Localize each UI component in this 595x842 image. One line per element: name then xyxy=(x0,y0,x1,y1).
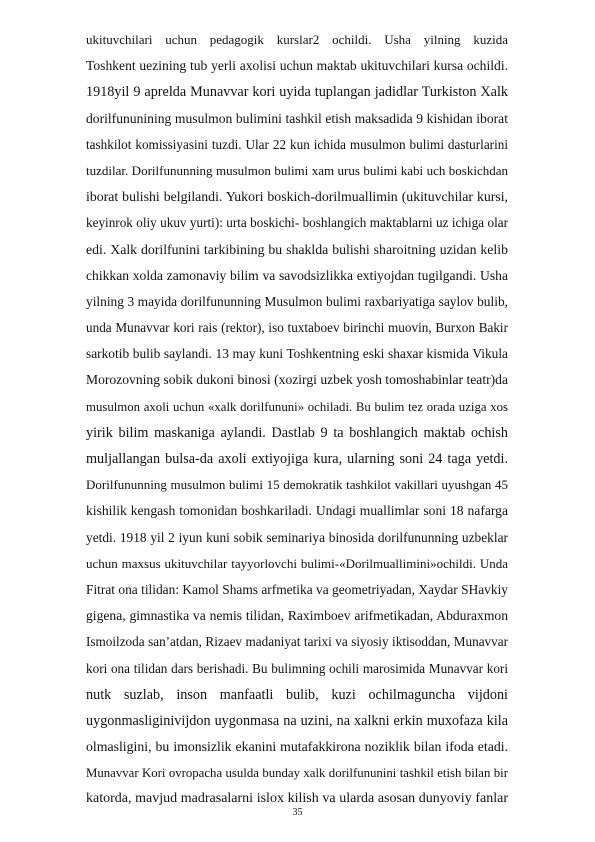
text-line: keyinrok oliy ukuv yurti): urta boskichi- boshlangich maktablarni uz ichiga olar xyxy=(86,215,508,231)
text-line: Fitrat ona tilidan: Kamol Shams arfmetika va geometriyadan, Xaydar SHavkiy xyxy=(86,581,508,597)
text-line: kishilik kengash tomonidan boshkariladi. Undagi muallimlar soni 18 nafarga xyxy=(86,503,508,519)
page-number: 35 xyxy=(292,807,303,818)
text-line: nutk suzlab, inson manfaatli bulib, kuzi ochilmaguncha vijdoni xyxy=(86,686,508,703)
text-line: iborat bulishi belgilandi. Yukori boskich-dorilmuallimin (ukituvchilar kursi, xyxy=(86,189,508,205)
text-line: katorda, mavjud madrasalarni islox kilish va ularda asosan dunyoviy fanlar xyxy=(86,791,508,807)
text-line: tashkilot komissiyasini tuzdi. Ular 22 kun ichida musulmon bulimi dasturlarini xyxy=(86,136,508,152)
text-line: gigena, gimnastika va nemis tilidan, Raximboev arifmetikadan, Abduraxmon xyxy=(86,608,508,624)
text-line: yetdi. 1918 yil 2 iyun kuni sobik seminariya binosida dorilfununning uzbeklar xyxy=(86,529,508,545)
text-line: yirik bilim maskaniga aylandi. Dastlab 9 ta boshlangich maktab ochish xyxy=(86,424,508,441)
text-line: olmasligini, bu imonsizlik ekanini mutafakkirona noziklik bilan ifoda etadi. xyxy=(86,739,508,755)
text-line: Munavvar Kori ovropacha usulda bunday xalk dorilfununini tashkil etish bilan bir xyxy=(86,766,508,781)
text-line: Toshkent uezining tub yerli axolisi uchun maktab ukituvchilari kursa ochildi. xyxy=(86,58,508,74)
text-line: yilning 3 mayida dorilfununning Musulmon bulimi raxbariyatiga saylov bulib, xyxy=(86,293,508,309)
text-line: muljallangan bulsa-da axoli extiyojiga kura, ularning soni 24 taga yetdi. xyxy=(86,451,508,467)
text-line: Dorilfununning musulmon bulimi 15 demokratik tashkilot vakillari uyushgan 45 xyxy=(86,477,508,493)
text-line: chikkan xolda zamonaviy bilim va savodsizlikka extiyojdan tugilgandi. Usha xyxy=(86,267,508,283)
text-line: Ismoilzoda san’atdan, Rizaev madaniyat tarixi va siyosiy iktisoddan, Munavvar xyxy=(86,634,508,650)
text-line: sarkotib bulib saylandi. 13 may kuni Toshkentning eski shaxar kismida Vikula xyxy=(86,346,508,362)
text-line: unda Munavvar kori rais (rektor), iso tuxtaboev birinchi muovin, Burxon Bakir xyxy=(86,320,508,336)
text-line: musulmon axoli uchun «xalk dorilfununi» ochiladi. Bu bulim tez orada uziga xos xyxy=(86,399,508,414)
text-line: kori ona tilidan dars berishadi. Bu bulimning ochili marosimida Munavvar kori xyxy=(86,660,508,676)
text-line: 1918yil 9 aprelda Munavvar kori uyida tuplangan jadidlar Turkiston Xalk xyxy=(86,84,508,101)
text-line: uchun maxsus ukituvchilar tayyorlovchi bulimi-«Dorilmuallimini»ochildi. Unda xyxy=(86,555,508,571)
text-line: edi. Xalk dorilfunini tarkibining bu shaklda bulishi sharoitning uzidan kelib xyxy=(86,241,508,257)
text-line: dorilfununining musulmon bulimini tashkil etish maksadida 9 kishidan iborat xyxy=(86,110,508,126)
text-line: tuzdilar. Dorilfununning musulmon bulimi xam urus bulimi kabi uch boskichdan xyxy=(86,162,508,178)
text-line: ukituvchilari uchun pedagogik kurslar2 ochildi. Usha yilning kuzida xyxy=(86,32,508,47)
text-line: uygonmasliginivijdon uygonmasa na uzini, na xalkni erkin muxofaza kila xyxy=(86,712,508,729)
body-text xyxy=(86,27,508,813)
text-line: Morozovning sobik dukoni binosi (xozirgi uzbek yosh tomoshabinlar teatr)da xyxy=(86,372,508,388)
